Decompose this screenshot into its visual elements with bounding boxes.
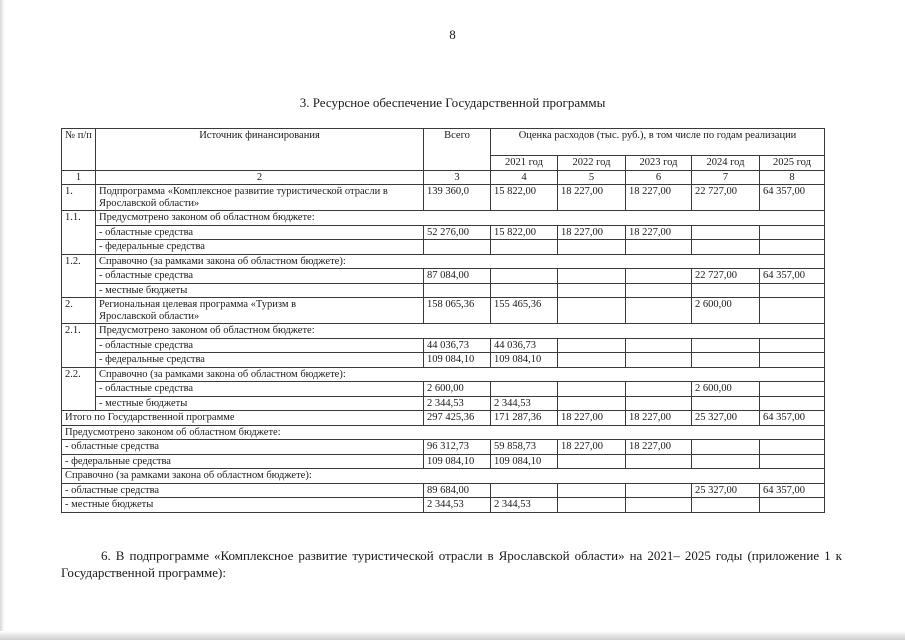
table-body [62, 185, 825, 513]
summary-value [692, 454, 760, 469]
column-number: 6 [626, 170, 692, 185]
row-2021: 15 822,00 [491, 225, 558, 240]
row-2021: 109 084,10 [491, 353, 558, 368]
row-2022: 18 227,00 [558, 225, 626, 240]
row-2021: 44 036,73 [491, 338, 558, 353]
summary-value [558, 498, 626, 513]
row-2025 [760, 396, 825, 411]
table-row [62, 254, 825, 269]
total-row [62, 411, 825, 426]
summary-value: 109 084,10 [424, 454, 491, 469]
row-2021 [491, 240, 558, 255]
summary-value [692, 440, 760, 455]
column-number: 4 [491, 170, 558, 185]
summary-row [62, 454, 825, 469]
row-num: 2.1. [62, 324, 96, 368]
row-2024 [692, 396, 760, 411]
column-number: 3 [424, 170, 491, 185]
summary-ref-label: Справочно (за рамками закона об областном бюджете): [62, 469, 825, 484]
table-row [62, 283, 825, 298]
row-source: - федеральные средства [96, 240, 424, 255]
row-2022: 18 227,00 [558, 185, 626, 211]
table-row [62, 338, 825, 353]
row-2024 [692, 353, 760, 368]
row-total [424, 240, 491, 255]
summary-value [760, 498, 825, 513]
summary-label: - местные бюджеты [62, 498, 424, 513]
summary-label: - областные средства [62, 483, 424, 498]
header-year: 2025 год [760, 156, 825, 171]
row-2024: 2 600,00 [692, 298, 760, 324]
row-num: 1. [62, 185, 96, 211]
summary-value [558, 483, 626, 498]
column-number: 8 [760, 170, 825, 185]
row-source: - местные бюджеты [96, 283, 424, 298]
summary-label: - областные средства [62, 440, 424, 455]
row-source: Справочно (за рамками закона об областном бюджете): [96, 254, 825, 269]
row-2024: 2 600,00 [692, 382, 760, 397]
summary-value [626, 483, 692, 498]
table-row [62, 225, 825, 240]
header-num: № п/п [62, 129, 96, 171]
total-value: 18 227,00 [626, 411, 692, 426]
total-value: 64 357,00 [760, 411, 825, 426]
row-2025: 64 357,00 [760, 185, 825, 211]
row-2022 [558, 382, 626, 397]
summary-value: 25 327,00 [692, 483, 760, 498]
row-source: - областные средства [96, 225, 424, 240]
row-2023 [626, 382, 692, 397]
row-2024 [692, 240, 760, 255]
row-2021 [491, 269, 558, 284]
column-number-row [62, 170, 825, 185]
header-year: 2023 год [626, 156, 692, 171]
row-total: 139 360,0 [424, 185, 491, 211]
row-2021: 155 465,36 [491, 298, 558, 324]
row-total: 109 084,10 [424, 353, 491, 368]
summary-row [62, 440, 825, 455]
summary-value: 96 312,73 [424, 440, 491, 455]
row-2024 [692, 283, 760, 298]
row-2021: 15 822,00 [491, 185, 558, 211]
row-source: - областные средства [96, 269, 424, 284]
row-source: - федеральные средства [96, 353, 424, 368]
table-row [62, 269, 825, 284]
row-total: 87 084,00 [424, 269, 491, 284]
column-number: 7 [692, 170, 760, 185]
total-value: 297 425,36 [424, 411, 491, 426]
row-2022 [558, 283, 626, 298]
row-2023 [626, 338, 692, 353]
row-2023 [626, 353, 692, 368]
table-row [62, 298, 825, 324]
summary-value [491, 483, 558, 498]
row-2022 [558, 240, 626, 255]
row-2025 [760, 353, 825, 368]
row-total: 44 036,73 [424, 338, 491, 353]
column-number: 1 [62, 170, 96, 185]
row-source: - областные средства [96, 382, 424, 397]
table-row [62, 382, 825, 397]
header-year: 2021 год [491, 156, 558, 171]
row-2025 [760, 283, 825, 298]
section-title: 3. Ресурсное обеспечение Государственной программы [299, 95, 606, 110]
row-2023 [626, 396, 692, 411]
row-2023 [626, 298, 692, 324]
row-total: 2 344,53 [424, 396, 491, 411]
summary-row [62, 498, 825, 513]
row-2021 [491, 283, 558, 298]
total-label: Итого по Государственной программе [62, 411, 424, 426]
scan-bottom-edge [0, 631, 905, 640]
row-num: 2. [62, 298, 96, 324]
row-source: - областные средства [96, 338, 424, 353]
table-row [62, 240, 825, 255]
row-source: Предусмотрено законом об областном бюджете: [96, 211, 825, 226]
table-row [62, 367, 825, 382]
row-2025: 64 357,00 [760, 269, 825, 284]
summary-section-row [62, 469, 825, 484]
row-2023: 18 227,00 [626, 225, 692, 240]
resource-table [61, 128, 825, 513]
body-paragraph: 6. В подпрограмме «Комплексное развитие туристической отрасли в Ярославской области» на 2021– 2025 годы (приложение 1 к Государственной программе): [61, 548, 842, 580]
summary-label: - федеральные средства [62, 454, 424, 469]
column-number: 5 [558, 170, 626, 185]
summary-value: 2 344,53 [424, 498, 491, 513]
row-2022 [558, 269, 626, 284]
row-source: - местные бюджеты [96, 396, 424, 411]
summary-value: 59 858,73 [491, 440, 558, 455]
header-estimate: Оценка расходов (тыс. руб.), в том числе по годам реализации [491, 129, 825, 156]
table-row [62, 211, 825, 226]
table-row [62, 324, 825, 339]
summary-value [626, 498, 692, 513]
summary-value [760, 454, 825, 469]
row-total: 158 065,36 [424, 298, 491, 324]
total-value: 18 227,00 [558, 411, 626, 426]
row-2025 [760, 338, 825, 353]
row-2023 [626, 283, 692, 298]
summary-value: 109 084,10 [491, 454, 558, 469]
row-2022 [558, 353, 626, 368]
column-number: 2 [96, 170, 424, 185]
table-row [62, 353, 825, 368]
row-2022 [558, 298, 626, 324]
table-row [62, 185, 825, 211]
summary-value [692, 498, 760, 513]
row-2023 [626, 240, 692, 255]
header-total: Всего [424, 129, 491, 171]
total-value: 171 287,36 [491, 411, 558, 426]
header-year: 2022 год [558, 156, 626, 171]
row-2024 [692, 225, 760, 240]
row-2023 [626, 269, 692, 284]
summary-value [558, 454, 626, 469]
total-value: 25 327,00 [692, 411, 760, 426]
row-total [424, 283, 491, 298]
row-source: Подпрограмма «Комплексное развитие туристической отрасли в Ярославской области» [96, 185, 424, 211]
table-header [62, 129, 825, 185]
summary-value: 64 357,00 [760, 483, 825, 498]
header-year: 2024 год [692, 156, 760, 171]
summary-law-label: Предусмотрено законом об областном бюджете: [62, 425, 825, 440]
row-num: 1.1. [62, 211, 96, 255]
page-number: 8 [449, 27, 456, 42]
summary-value [760, 440, 825, 455]
summary-value: 18 227,00 [558, 440, 626, 455]
summary-value [626, 454, 692, 469]
summary-value: 2 344,53 [491, 498, 558, 513]
row-source: Региональная целевая программа «Туризм в Ярославской области» [96, 298, 424, 324]
row-2021: 2 344,53 [491, 396, 558, 411]
row-2024: 22 727,00 [692, 269, 760, 284]
row-2025 [760, 240, 825, 255]
row-total: 2 600,00 [424, 382, 491, 397]
row-2025 [760, 382, 825, 397]
header-source: Источник финансирования [96, 129, 424, 171]
row-2022 [558, 338, 626, 353]
row-2025 [760, 298, 825, 324]
row-num: 1.2. [62, 254, 96, 298]
row-2023: 18 227,00 [626, 185, 692, 211]
row-2022 [558, 396, 626, 411]
summary-value: 18 227,00 [626, 440, 692, 455]
summary-row [62, 483, 825, 498]
row-2025 [760, 225, 825, 240]
table-row [62, 396, 825, 411]
row-source: Справочно (за рамками закона об областном бюджете): [96, 367, 825, 382]
row-num: 2.2. [62, 367, 96, 411]
summary-value: 89 684,00 [424, 483, 491, 498]
row-total: 52 276,00 [424, 225, 491, 240]
row-2021 [491, 382, 558, 397]
row-source: Предусмотрено законом об областном бюджете: [96, 324, 825, 339]
row-2024: 22 727,00 [692, 185, 760, 211]
row-2024 [692, 338, 760, 353]
summary-section-row [62, 425, 825, 440]
